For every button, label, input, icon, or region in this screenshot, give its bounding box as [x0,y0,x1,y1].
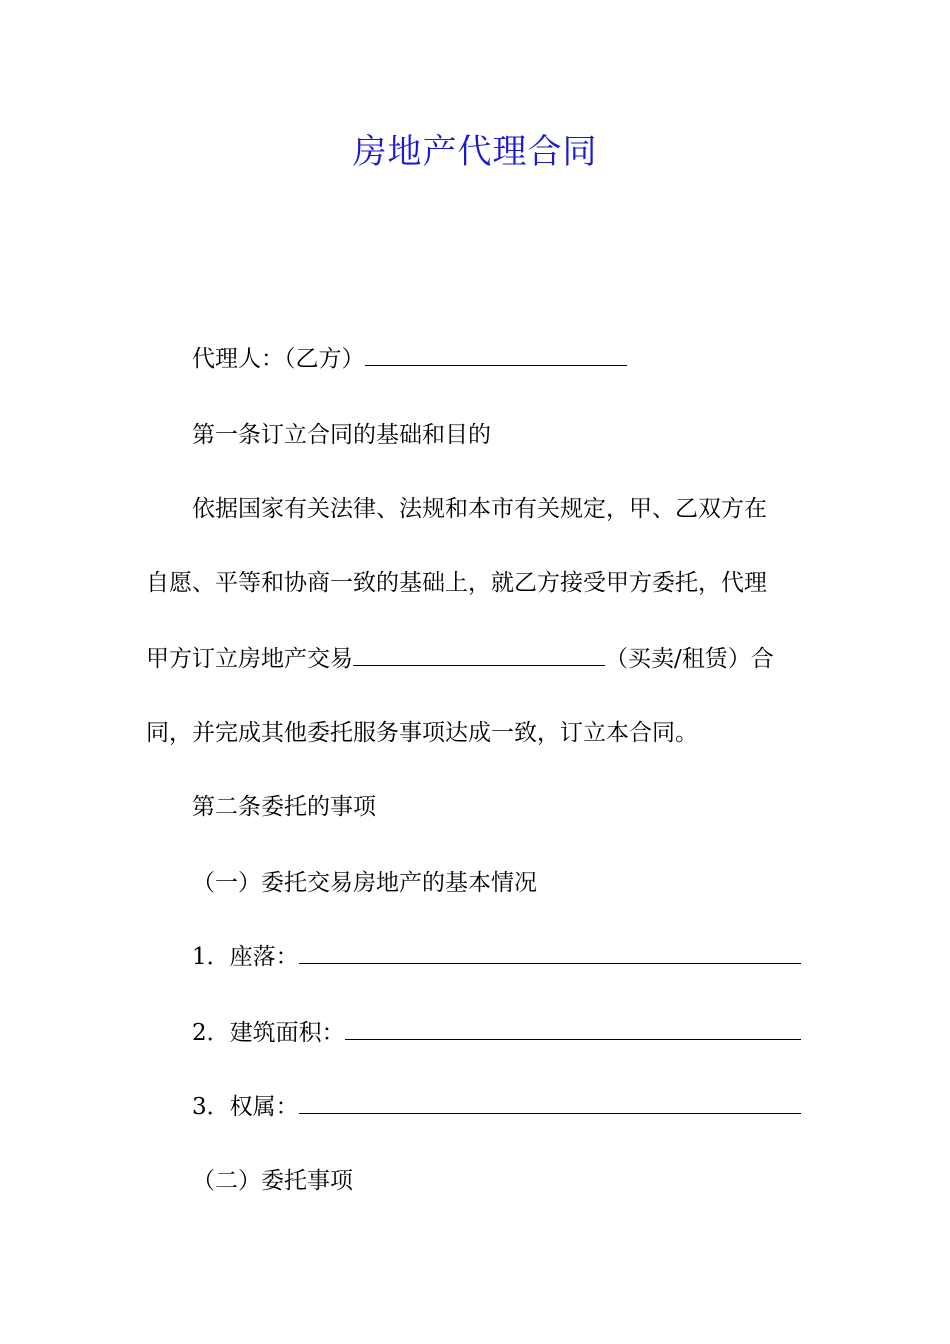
agent-blank[interactable] [365,343,627,366]
article1-line4: 同，并完成其他委托服务事项达成一致，订立本合同。 [146,720,698,746]
agent-line [192,342,627,376]
transaction-type-blank[interactable] [353,643,605,666]
ownership-blank[interactable] [299,1091,801,1114]
article1-line3-prefix: 甲方订立房地产交易 [146,646,353,672]
section1-heading: （一）委托交易房地产的基本情况 [192,870,537,896]
item3-line [192,1090,801,1124]
article1-line1: 依据国家有关法律、法规和本市有关规定，甲、乙双方在 [192,496,767,522]
item2-label: 2．建筑面积： [192,1020,345,1046]
item3-label: 3．权属： [192,1094,299,1120]
article1-line2: 自愿、平等和协商一致的基础上，就乙方接受甲方委托，代理 [146,570,767,596]
item1-label: 1．座落： [192,944,299,970]
article1-line3-suffix: （买卖/租赁）合 [605,646,774,672]
article1-heading: 第一条订立合同的基础和目的 [192,422,491,448]
location-blank[interactable] [299,941,801,964]
document-title: 房地产代理合同 [352,132,598,172]
item2-line [192,1016,801,1050]
article2-heading: 第二条委托的事项 [192,794,376,820]
article1-line3 [146,642,774,676]
agent-label: 代理人：（乙方） [192,346,365,372]
item1-line [192,940,801,974]
section2-heading: （二）委托事项 [192,1168,353,1194]
floor-area-blank[interactable] [345,1017,801,1040]
